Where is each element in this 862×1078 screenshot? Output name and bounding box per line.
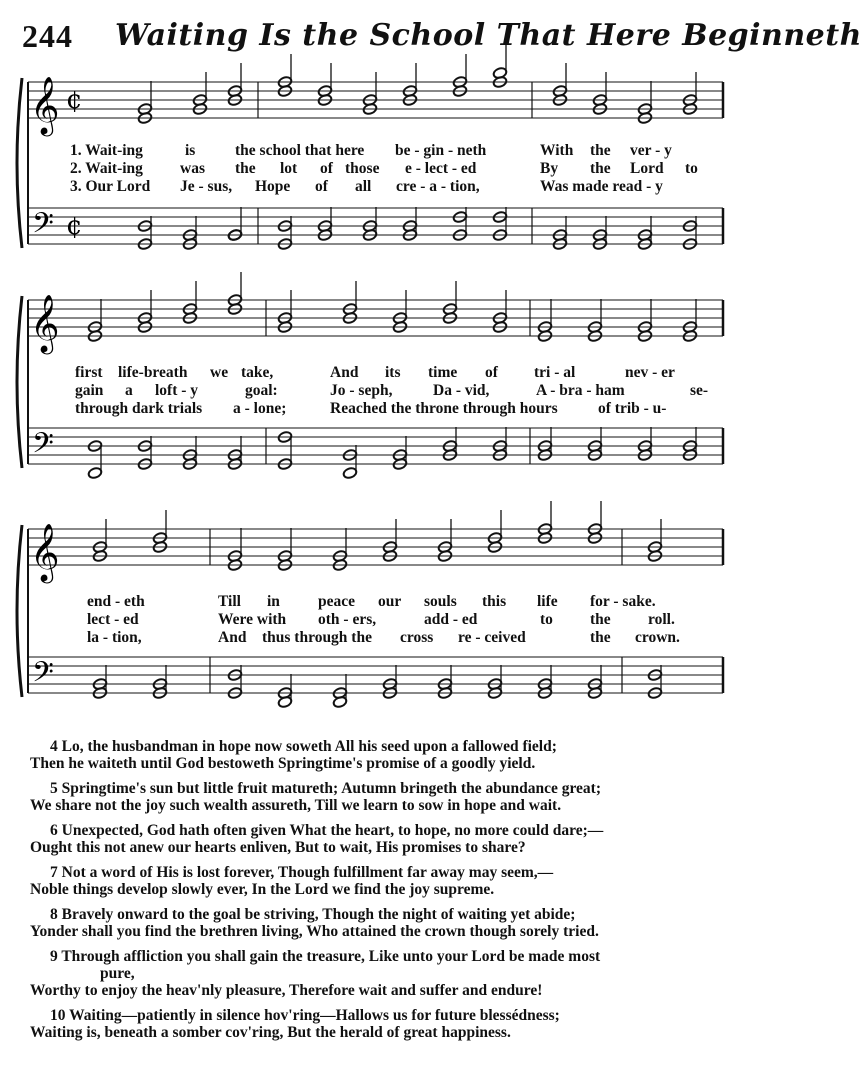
lyric-syllable: of trib - u- xyxy=(598,400,667,417)
verse-line: We share not the joy such wealth assureth, Till we learn to sow in hope and wait. xyxy=(30,797,562,814)
verse-line: 9 Through affliction you shall gain the treasure, Like unto your Lord be made most xyxy=(50,948,601,965)
lyric-syllable: was xyxy=(180,160,205,177)
lyric-syllable: e - lect - ed xyxy=(405,160,477,177)
lyric-syllable: in xyxy=(267,593,280,610)
lyric-syllable: thus through the xyxy=(262,629,372,646)
verse-line: Worthy to enjoy the heav'nly pleasure, Therefore wait and suffer and endure! xyxy=(30,982,543,999)
bass-clef-icon: 𝄢 xyxy=(32,656,54,696)
lyric-syllable: time xyxy=(428,364,458,381)
verse-6 xyxy=(30,822,730,856)
treble-clef-icon: 𝄞 xyxy=(30,76,60,134)
music-system-1 xyxy=(0,70,742,270)
lyric-syllable: the school that here xyxy=(235,142,365,159)
lyric-syllable: tri - al xyxy=(534,364,576,381)
lyric-syllable: By xyxy=(540,160,559,177)
lyric-syllable: crown. xyxy=(635,629,680,646)
lyric-syllable: all xyxy=(355,178,372,195)
lyric-syllable: 3. Our Lord xyxy=(70,178,151,195)
verse-7 xyxy=(30,864,730,898)
lyric-syllable: its xyxy=(385,364,401,381)
lyric-syllable: roll. xyxy=(648,611,675,628)
verse-9 xyxy=(30,948,730,999)
verse-4 xyxy=(30,738,730,772)
lyric-syllable: through dark trials xyxy=(75,400,203,417)
lyric-syllable: Was made read - y xyxy=(540,178,663,195)
verse-line: Yonder shall you find the brethren living, Who attained the crown though sorely tried. xyxy=(30,923,599,940)
lyric-syllable: we xyxy=(210,364,229,381)
lyric-syllable: Je - sus, xyxy=(180,178,233,195)
lyric-syllable: the xyxy=(235,160,256,177)
lyric-syllable: of xyxy=(315,178,328,195)
lyric-line xyxy=(0,629,742,647)
lyric-line xyxy=(0,611,742,629)
verse-line: Then he waiteth until God bestoweth Springtime's promise of a goodly yield. xyxy=(30,755,536,772)
lyric-line xyxy=(0,142,742,160)
treble-clef-icon: 𝄞 xyxy=(30,294,60,352)
lyric-syllable: end - eth xyxy=(87,593,145,610)
lyric-syllable: of xyxy=(485,364,498,381)
lyric-syllable: the xyxy=(590,611,611,628)
lyric-syllable: A - bra - ham xyxy=(536,382,625,399)
lyric-syllable: life xyxy=(537,593,558,610)
time-signature-icon: ¢ xyxy=(66,211,83,241)
lyric-syllable: to xyxy=(540,611,553,628)
lyric-syllable: is xyxy=(185,142,196,159)
lyric-syllable: to xyxy=(685,160,698,177)
lyric-line xyxy=(0,364,742,382)
verse-8 xyxy=(30,906,730,940)
lyric-syllable: Hope xyxy=(255,178,291,195)
verse-line: 4 Lo, the husbandman in hope now soweth All his seed upon a fallowed field; xyxy=(50,738,557,755)
lyric-syllable: oth - ers, xyxy=(318,611,377,628)
lyric-syllable: cre - a - tion, xyxy=(396,178,480,195)
additional-verses xyxy=(30,738,730,1049)
lyric-syllable: take, xyxy=(241,364,274,381)
lyric-syllable: Were with xyxy=(218,611,287,628)
bass-clef-icon: 𝄢 xyxy=(32,207,54,247)
lyric-syllable: cross xyxy=(400,629,434,646)
hymn-number: 244 xyxy=(22,18,73,54)
lyric-syllable: lect - ed xyxy=(87,611,139,628)
lyric-syllable: se- xyxy=(690,382,709,399)
lyric-syllable: of xyxy=(320,160,333,177)
verse-line: 5 Springtime's sun but little fruit matureth; Autumn bringeth the abundance great; xyxy=(50,780,601,797)
verse-line: Waiting is, beneath a somber cov'ring, But the herald of great happiness. xyxy=(30,1024,511,1041)
verse-line: 7 Not a word of His is lost forever, Though fulfillment far away may seem,— xyxy=(50,864,554,881)
lyric-syllable: be - gin - neth xyxy=(395,142,487,159)
verse-line: pure, xyxy=(100,965,135,982)
lyric-syllable: 1. Wait-ing xyxy=(70,142,143,159)
verse-line: Noble things develop slowly ever, In the Lord we find the joy supreme. xyxy=(30,881,495,898)
lyric-syllable: souls xyxy=(424,593,457,610)
lyric-syllable: ver - y xyxy=(630,142,672,159)
bass-clef-icon: 𝄢 xyxy=(32,427,54,467)
lyric-syllable: gain xyxy=(75,382,104,399)
verse-10 xyxy=(30,1007,730,1041)
lyric-syllable: Da - vid, xyxy=(433,382,490,399)
lyric-syllable: Till xyxy=(218,593,241,610)
lyric-syllable: re - ceived xyxy=(458,629,526,646)
lyric-syllable: nev - er xyxy=(625,364,675,381)
verse-line: Ought this not anew our hearts enliven, But to wait, His promises to share? xyxy=(30,839,526,856)
lyric-syllable: And xyxy=(330,364,359,381)
verse-line: 10 Waiting—patiently in silence hov'ring—Hallows us for future blessédness; xyxy=(50,1007,560,1024)
lyric-syllable: peace xyxy=(318,593,356,610)
lyric-syllable: those xyxy=(345,160,380,177)
lyric-syllable: a - lone; xyxy=(233,400,287,417)
lyric-syllable: life-breath xyxy=(118,364,188,381)
lyric-syllable: la - tion, xyxy=(87,629,142,646)
verse-line: 8 Bravely onward to the goal be striving, Though the night of waiting yet abide; xyxy=(50,906,576,923)
lyric-syllable: Lord xyxy=(630,160,664,177)
lyric-syllable: 2. Wait-ing xyxy=(70,160,143,177)
hymn-title: Waiting Is the School That Here Beginneth xyxy=(115,18,862,53)
lyric-line xyxy=(0,160,742,178)
lyric-syllable: this xyxy=(482,593,507,610)
lyric-syllable: the xyxy=(590,160,611,177)
lyric-syllable: for - sake. xyxy=(590,593,656,610)
lyric-line xyxy=(0,178,742,196)
lyric-syllable: goal: xyxy=(245,382,278,399)
music-system-3 xyxy=(0,515,742,730)
lyric-syllable: add - ed xyxy=(424,611,478,628)
verse-line: 6 Unexpected, God hath often given What the heart, to hope, no more could dare;— xyxy=(50,822,604,839)
lyric-syllable: With xyxy=(540,142,574,159)
lyric-syllable: the xyxy=(590,629,611,646)
lyric-syllable: lot xyxy=(280,160,298,177)
lyric-line xyxy=(0,400,742,418)
hymn-header xyxy=(0,4,862,54)
time-signature-icon: ¢ xyxy=(66,85,83,115)
music-system-2 xyxy=(0,288,742,508)
lyric-syllable: our xyxy=(378,593,402,610)
lyric-line xyxy=(0,382,742,400)
lyric-syllable: first xyxy=(75,364,103,381)
lyric-syllable: loft - y xyxy=(155,382,199,399)
lyric-syllable: Jo - seph, xyxy=(330,382,393,399)
lyric-syllable: the xyxy=(590,142,611,159)
lyric-syllable: a xyxy=(125,382,133,399)
lyric-line xyxy=(0,593,742,611)
lyric-syllable: And xyxy=(218,629,247,646)
verse-5 xyxy=(30,780,730,814)
lyric-syllable: Reached the throne through hours xyxy=(330,400,558,417)
treble-clef-icon: 𝄞 xyxy=(30,523,60,581)
